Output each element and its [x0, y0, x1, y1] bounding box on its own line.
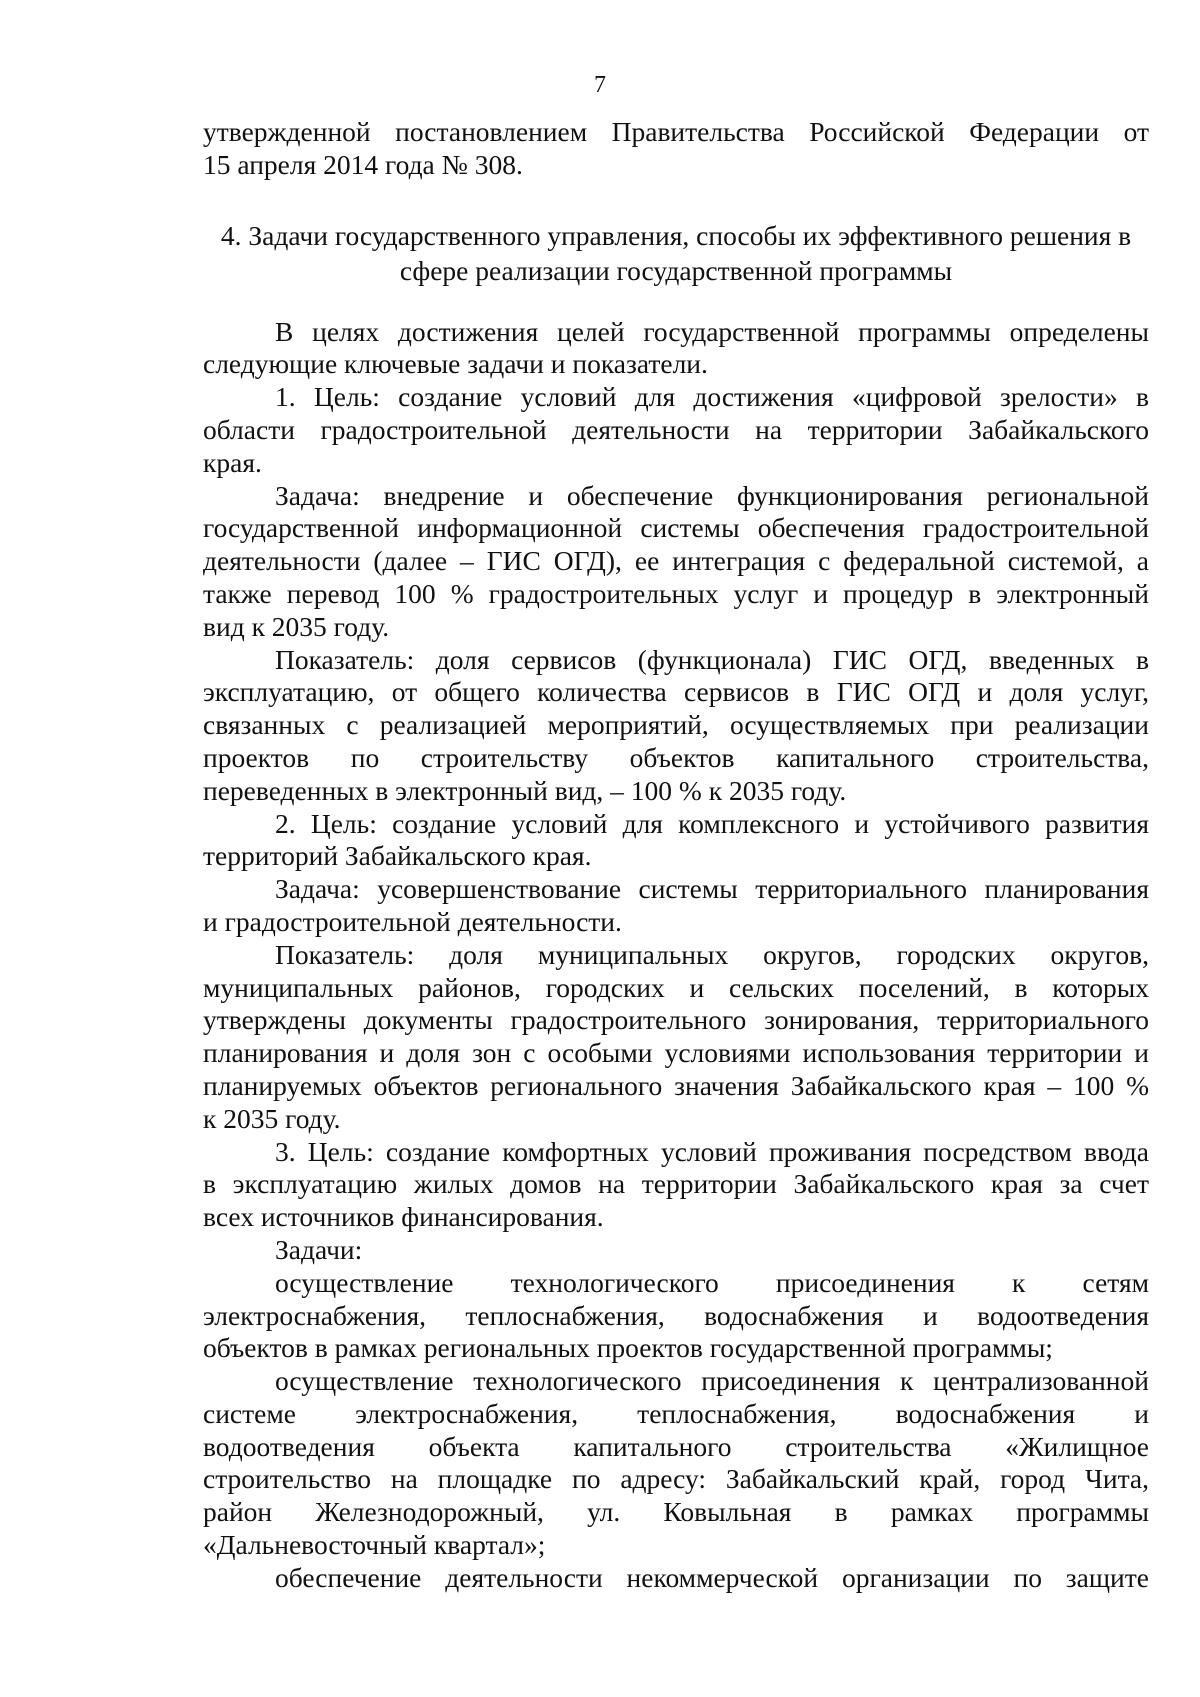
text-line: Задача: усовершенствование системы территориального планирования	[275, 873, 1149, 905]
text-line: всех источников финансирования.	[203, 1201, 604, 1233]
text-line: следующие ключевые задачи и показатели.	[203, 348, 708, 380]
section-heading	[203, 218, 1149, 288]
text-line: муниципальных районов, городских и сельских поселений, в которых	[203, 971, 1149, 1003]
text-line: утвержденной постановлением Правительства Российской Федерации от	[203, 116, 1149, 147]
text-line: переведенных в электронный вид, – 100 % к 2035 году.	[203, 774, 847, 806]
text-line: системе электроснабжения, теплоснабжения, водоснабжения и	[203, 1397, 1149, 1429]
text-line: Задача: внедрение и обеспечение функционирования региональной	[275, 479, 1149, 511]
paragraph-task-3a	[203, 1267, 1149, 1365]
text-line: 1. Цель: создание условий для достижения «цифровой зрелости» в	[275, 381, 1149, 413]
text-line: планируемых объектов регионального значения Забайкальского края – 100 %	[203, 1069, 1149, 1101]
text-line: в эксплуатацию жилых домов на территории Забайкальского края за счет	[203, 1168, 1149, 1200]
text-line: утверждены документы градостроительного зонирования, территориального	[203, 1004, 1149, 1036]
text-line: 3. Цель: создание комфортных условий проживания посредством ввода	[275, 1135, 1149, 1167]
paragraph-goal-3	[203, 1136, 1149, 1234]
page-number: 7	[594, 72, 606, 98]
spacer	[203, 288, 1149, 316]
intro-paragraph	[203, 116, 1149, 182]
text-line: Задачи:	[275, 1233, 363, 1265]
paragraph-task-2	[203, 873, 1149, 939]
spacer	[203, 182, 1149, 218]
text-line: вид к 2035 году.	[203, 610, 390, 642]
paragraph-task-3b	[203, 1365, 1149, 1562]
paragraph-indicator-2	[203, 939, 1149, 1136]
paragraph-goals-intro	[203, 316, 1149, 382]
text-line: территорий Забайкальского края.	[203, 840, 592, 872]
text-line: строительство на площадке по адресу: Забайкальский край, город Чита,	[203, 1463, 1149, 1495]
text-line: к 2035 году.	[203, 1102, 341, 1134]
text-line: осуществление технологического присоединения к сетям	[275, 1266, 1149, 1298]
text-line: и градостроительной деятельности.	[203, 905, 622, 937]
text-line: 2. Цель: создание условий для комплексного и устойчивого развития	[275, 807, 1149, 839]
text-line: район Железнодорожный, ул. Ковыльная в рамках программы	[203, 1496, 1149, 1528]
text-line: обеспечение деятельности некоммерческой организации по защите	[275, 1561, 1149, 1593]
text-line: «Дальневосточный квартал»;	[203, 1529, 546, 1561]
text-line: планирования и доля зон с особыми условиями использования территории и	[203, 1037, 1149, 1069]
paragraph-task-1	[203, 480, 1149, 644]
text-line: Показатель: доля муниципальных округов, городских округов,	[275, 938, 1149, 970]
text-line: также перевод 100 % градостроительных услуг и процедур в электронный	[203, 577, 1149, 609]
text-line: объектов в рамках региональных проектов государственной программы;	[203, 1332, 1053, 1364]
text-line: 15 апреля 2014 года № 308.	[203, 148, 523, 180]
paragraph-goal-2	[203, 808, 1149, 874]
heading-line: сфере реализации государственной программы	[399, 254, 953, 286]
text-line: государственной информационной системы обеспечения градостроительной	[203, 512, 1149, 544]
text-line: края.	[203, 446, 262, 478]
text-line: эксплуатацию, от общего количества сервисов в ГИС ОГД и доля услуг,	[203, 676, 1149, 708]
paragraph-indicator-1	[203, 644, 1149, 808]
document-body	[203, 116, 1149, 1595]
text-line: деятельности (далее – ГИС ОГД), ее интеграция с федеральной системой, а	[203, 545, 1149, 577]
heading-line: 4. Задачи государственного управления, способы их эффективного решения в	[220, 219, 1132, 251]
paragraph-task-3c	[203, 1562, 1149, 1595]
paragraph-goal-1	[203, 381, 1149, 479]
paragraph-tasks-label	[203, 1234, 1149, 1267]
text-line: проектов по строительству объектов капитального строительства,	[203, 741, 1149, 773]
text-line: Показатель: доля сервисов (функционала) ГИС ОГД, введенных в	[275, 643, 1149, 675]
text-line: связанных с реализацией мероприятий, осуществляемых при реализации	[203, 709, 1149, 741]
text-line: водоотведения объекта капитального строительства «Жилищное	[203, 1430, 1149, 1462]
text-line: области градостроительной деятельности на территории Забайкальского	[203, 413, 1149, 445]
text-line: В целях достижения целей государственной программы определены	[275, 315, 1149, 347]
text-line: осуществление технологического присоединения к централизованной	[275, 1365, 1149, 1397]
text-line: электроснабжения, теплоснабжения, водоснабжения и водоотведения	[203, 1299, 1149, 1331]
